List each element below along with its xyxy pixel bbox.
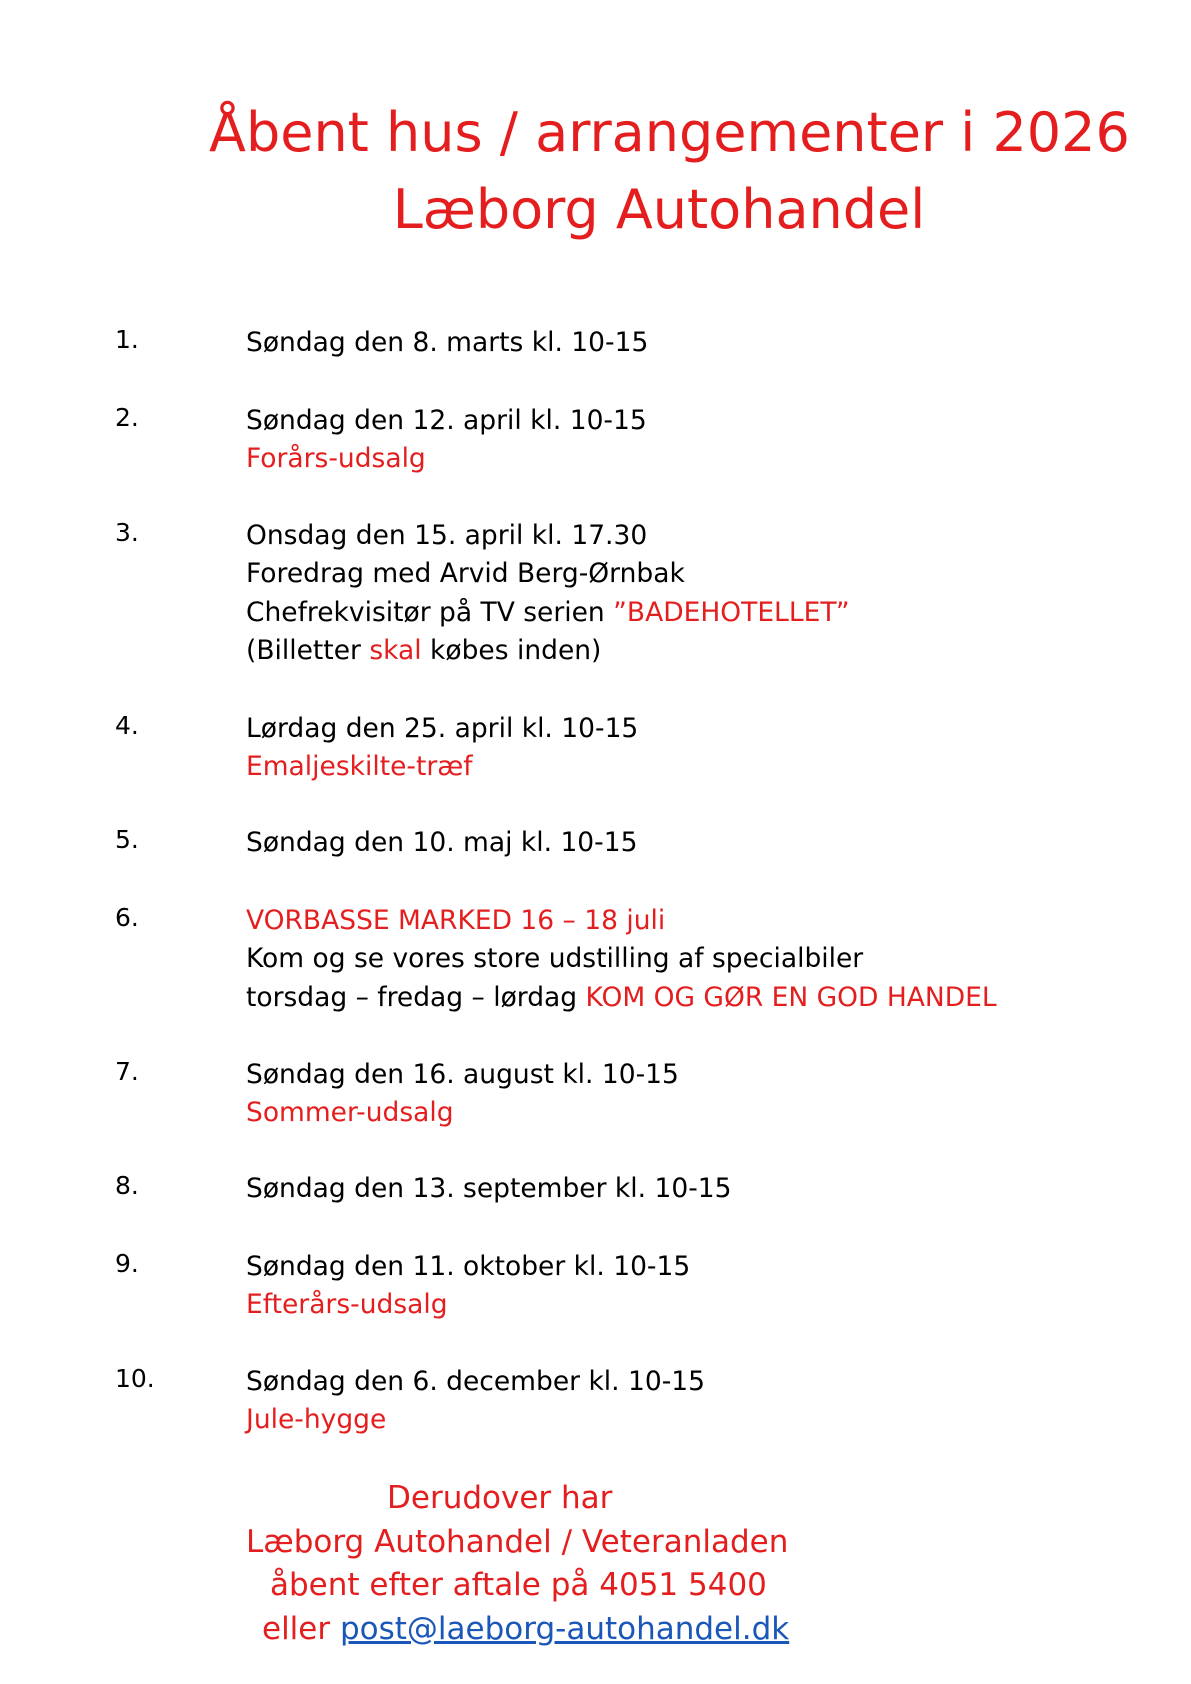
highlight-text: KOM OG GØR EN GOD HANDEL	[585, 981, 997, 1013]
event-description: torsdag – fredag – lørdag KOM OG GØR EN GOD HANDEL	[246, 981, 997, 1013]
event-date: Søndag den 13. september kl. 10-15	[246, 1173, 732, 1204]
event-number: 7.	[115, 1057, 139, 1086]
event-highlight: Efterårs-udsalg	[246, 1289, 448, 1321]
footer-line: Derudover har	[387, 1480, 613, 1516]
event-number: 4.	[115, 711, 139, 740]
event-highlight: Forårs-udsalg	[246, 443, 426, 475]
event-number: 6.	[115, 903, 139, 932]
email-link[interactable]: post@laeborg-autohandel.dk	[339, 1611, 790, 1647]
event-number: 8.	[115, 1171, 139, 1200]
highlight-text: ”BADEHOTELLET”	[613, 596, 850, 628]
event-number: 2.	[115, 403, 139, 432]
event-number: 3.	[115, 518, 139, 547]
event-description: Chefrekvisitør på TV serien ”BADEHOTELLET”	[246, 596, 850, 628]
event-number: 10.	[115, 1364, 155, 1393]
footer-line: åbent efter aftale på 4051 5400	[270, 1567, 767, 1603]
event-highlight: Emaljeskilte-træf	[246, 751, 473, 783]
event-date: Søndag den 10. maj kl. 10-15	[246, 827, 638, 858]
event-highlight: Jule-hygge	[246, 1404, 387, 1436]
event-highlight: Sommer-udsalg	[246, 1097, 454, 1129]
event-description: Kom og se vores store udstilling af specialbiler	[246, 943, 864, 975]
event-highlight: VORBASSE MARKED 16 – 18 juli	[246, 905, 666, 936]
event-date: Søndag den 11. oktober kl. 10-15	[246, 1251, 691, 1282]
event-date: Søndag den 8. marts kl. 10-15	[246, 327, 649, 358]
event-date: Søndag den 16. august kl. 10-15	[246, 1059, 679, 1090]
event-number: 1.	[115, 325, 139, 354]
footer-line: Læborg Autohandel / Veteranladen	[246, 1524, 789, 1560]
event-number: 5.	[115, 825, 139, 854]
event-number: 9.	[115, 1249, 139, 1278]
event-date: Søndag den 12. april kl. 10-15	[246, 405, 647, 436]
page-subtitle: Læborg Autohandel	[392, 178, 926, 241]
event-description: Foredrag med Arvid Berg-Ørnbak	[246, 558, 685, 590]
event-date: Lørdag den 25. april kl. 10-15	[246, 713, 639, 744]
event-note: (Billetter skal købes inden)	[246, 635, 602, 667]
highlight-text: skal	[369, 635, 422, 667]
footer-line: eller post@laeborg-autohandel.dk	[262, 1611, 790, 1647]
event-date: Søndag den 6. december kl. 10-15	[246, 1366, 706, 1397]
event-date: Onsdag den 15. april kl. 17.30	[246, 520, 648, 551]
page-title: Åbent hus / arrangementer i 2026	[209, 101, 1130, 164]
